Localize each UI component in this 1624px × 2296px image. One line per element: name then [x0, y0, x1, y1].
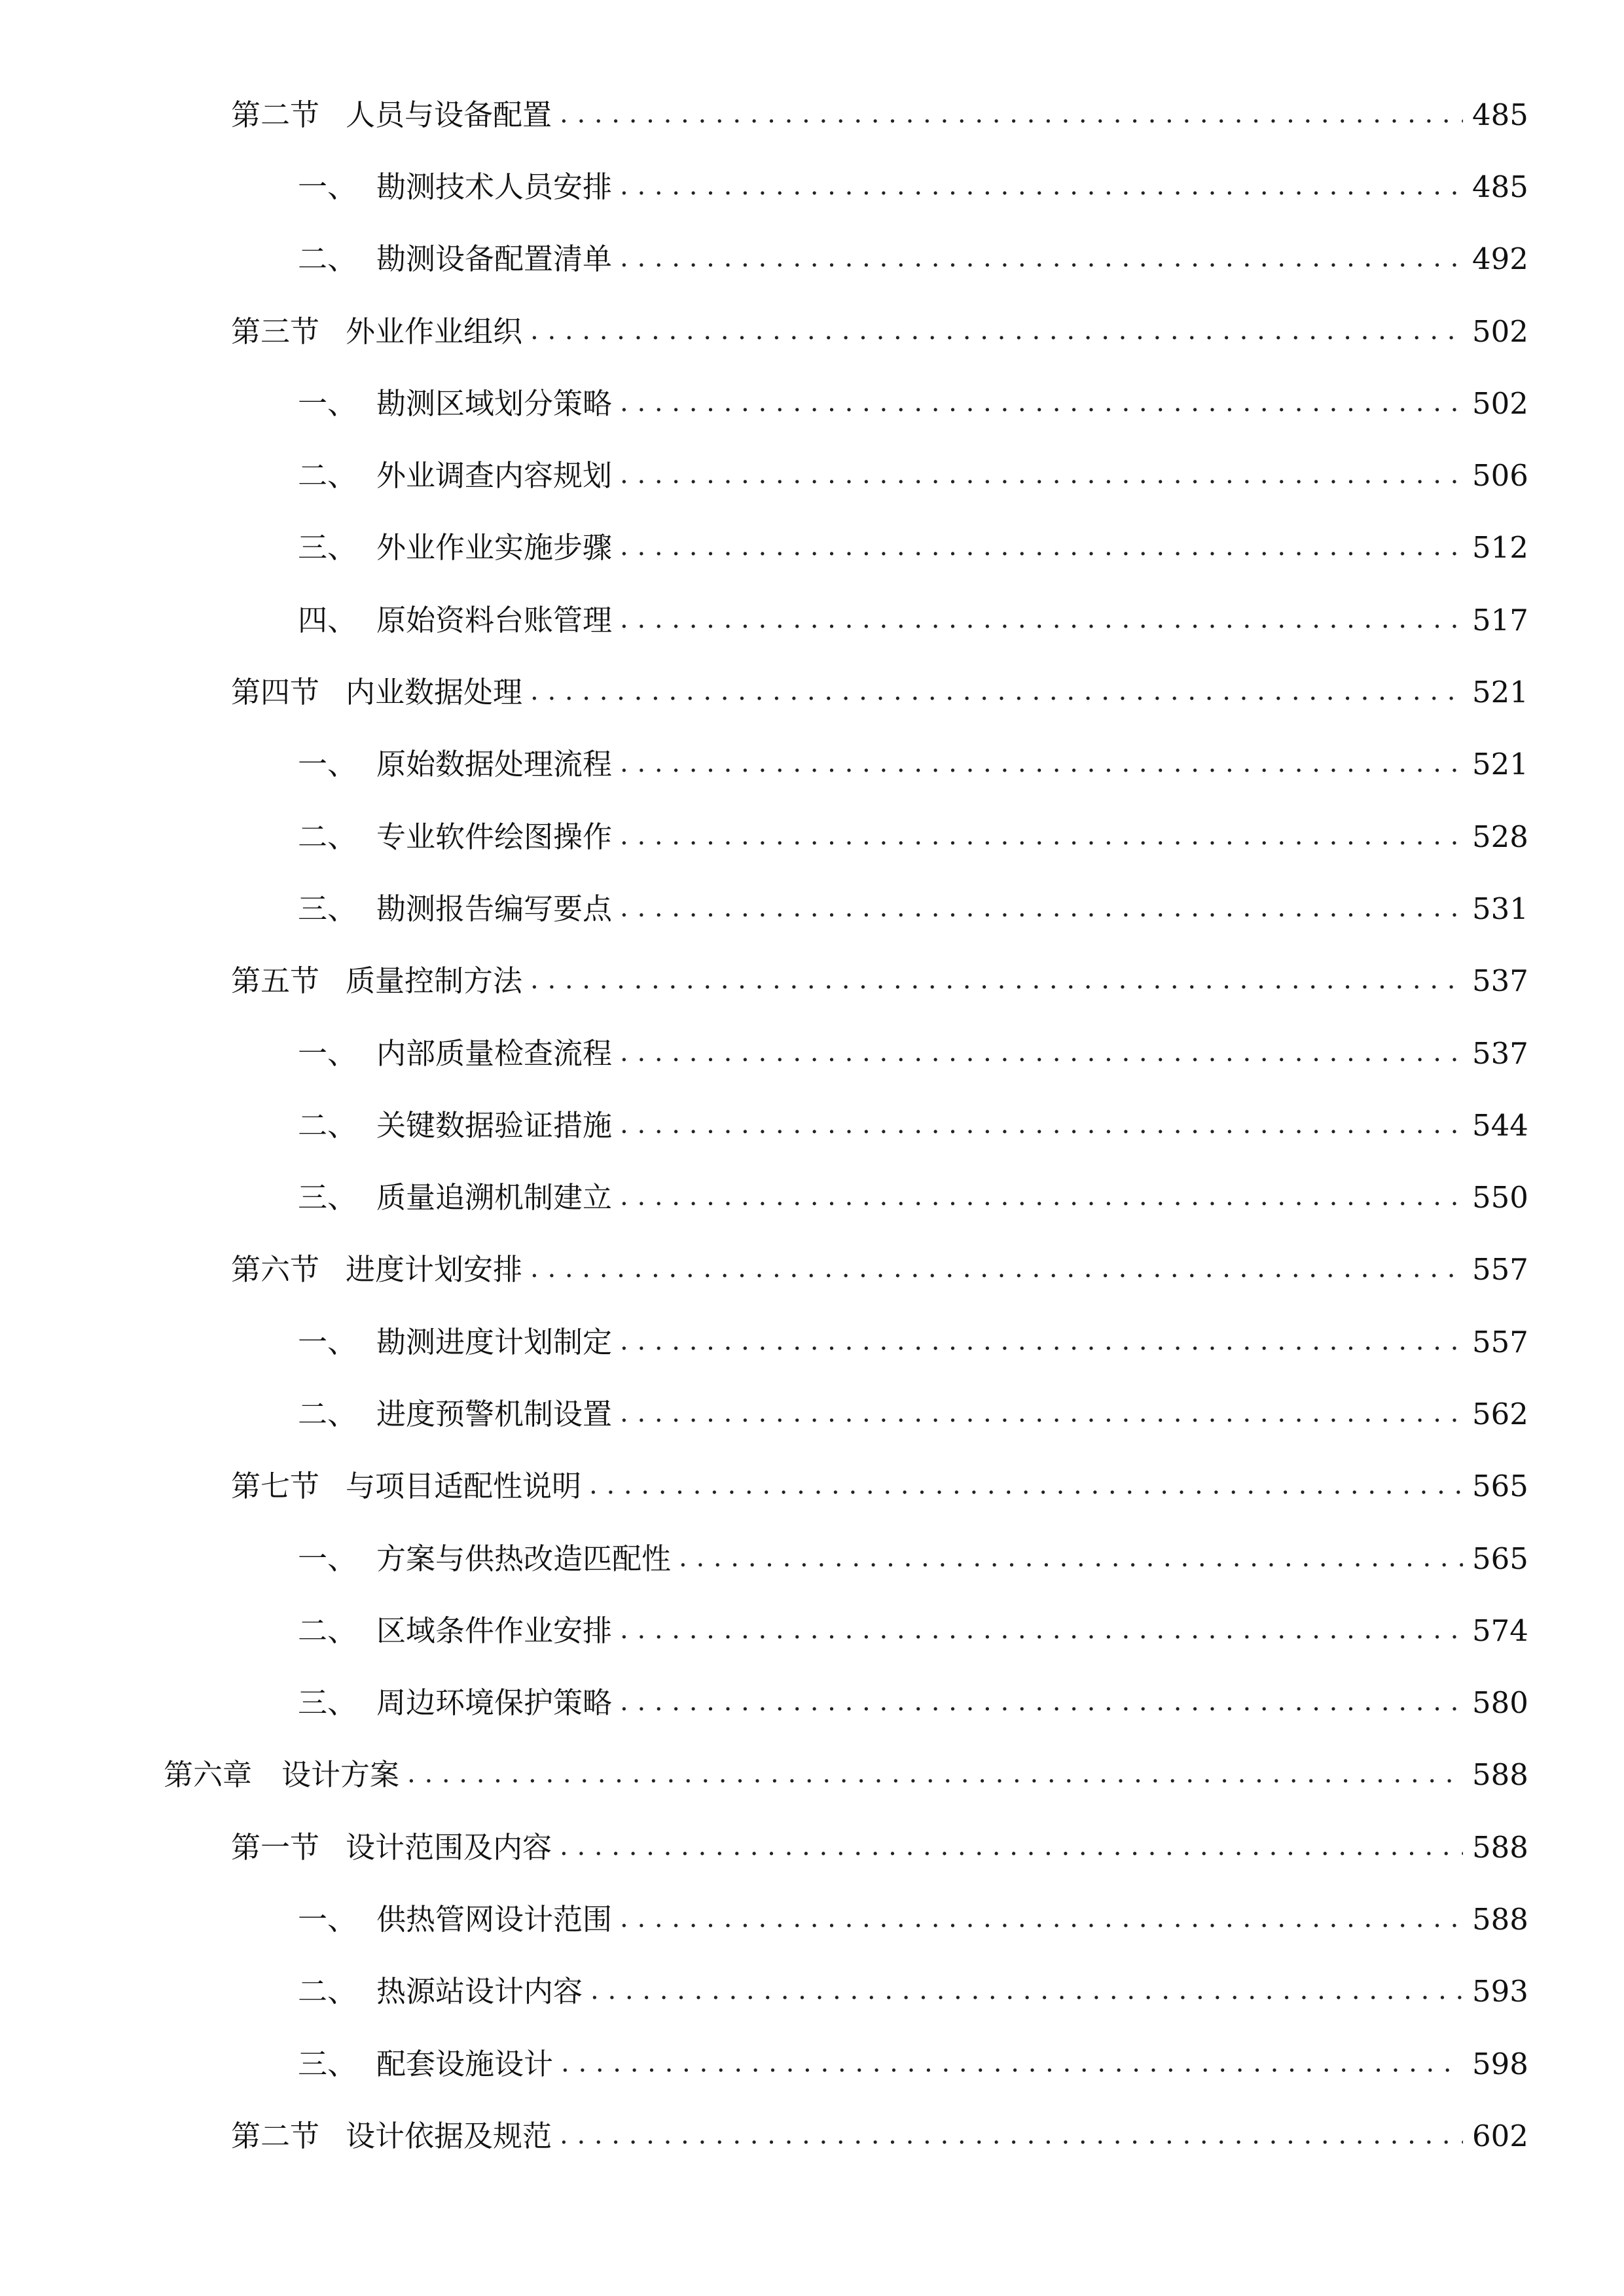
toc-entry-number: 二、 — [298, 1107, 357, 1143]
toc-entry-title: 周边环境保护策略 — [376, 1685, 613, 1721]
toc-entry-number: 三、 — [298, 2046, 357, 2081]
toc-entry-number: 三、 — [298, 530, 357, 565]
toc-dot-leader — [620, 822, 1463, 852]
toc-entry-title: 内部质量检查流程 — [376, 1035, 613, 1071]
toc-entry-item[interactable] — [0, 1378, 1624, 1450]
toc-entry-page-number: 580 — [1472, 1685, 1528, 1721]
toc-dot-leader — [560, 2121, 1463, 2151]
toc-entry-title: 外业作业实施步骤 — [376, 530, 613, 565]
toc-dot-leader — [620, 894, 1463, 924]
toc-entry-title: 原始资料台账管理 — [376, 602, 613, 637]
toc-entry-page-number: 521 — [1472, 747, 1528, 782]
toc-entry-section[interactable] — [0, 1811, 1624, 1883]
toc-entry-number: 二、 — [298, 1613, 357, 1648]
table-of-contents — [0, 79, 1624, 2172]
toc-dot-leader — [589, 1471, 1463, 1501]
toc-dot-leader — [590, 1977, 1463, 2006]
toc-entry-page-number: 502 — [1472, 314, 1528, 349]
toc-entry-number: 第一节 — [231, 1829, 320, 1865]
toc-entry-number: 第七节 — [231, 1469, 320, 1504]
toc-entry-page-number: 531 — [1472, 891, 1528, 926]
toc-entry-section[interactable] — [0, 1234, 1624, 1306]
toc-entry-number: 一、 — [298, 747, 357, 782]
toc-entry-title: 质量控制方法 — [346, 963, 523, 999]
toc-entry-title: 人员与设备配置 — [346, 97, 552, 132]
toc-dot-leader — [620, 749, 1463, 779]
toc-entry-number: 三、 — [298, 1180, 357, 1215]
toc-entry-item[interactable] — [0, 728, 1624, 800]
toc-entry-number: 一、 — [298, 169, 357, 204]
toc-entry-number: 第二节 — [231, 2118, 320, 2153]
toc-entry-number: 二、 — [298, 1974, 357, 2009]
toc-entry-number: 一、 — [298, 1324, 357, 1359]
toc-entry-item[interactable] — [0, 439, 1624, 511]
toc-entry-item[interactable] — [0, 1594, 1624, 1666]
toc-entry-section[interactable] — [0, 2100, 1624, 2172]
toc-entry-page-number: 528 — [1472, 819, 1528, 854]
toc-entry-title: 勘测报告编写要点 — [376, 891, 613, 926]
toc-dot-leader — [620, 1399, 1463, 1429]
toc-entry-title: 进度计划安排 — [346, 1252, 523, 1287]
toc-entry-title: 勘测设备配置清单 — [376, 242, 613, 277]
toc-entry-number: 二、 — [298, 819, 357, 854]
toc-entry-page-number: 502 — [1472, 386, 1528, 421]
toc-entry-number: 三、 — [298, 1685, 357, 1721]
toc-entry-title: 与项目适配性说明 — [346, 1469, 582, 1504]
toc-entry-number: 一、 — [298, 1035, 357, 1071]
toc-entry-item[interactable] — [0, 512, 1624, 584]
toc-entry-page-number: 517 — [1472, 602, 1528, 637]
toc-entry-item[interactable] — [0, 1883, 1624, 1955]
toc-entry-page-number: 485 — [1472, 97, 1528, 132]
toc-entry-item[interactable] — [0, 1089, 1624, 1161]
toc-entry-number: 一、 — [298, 386, 357, 421]
toc-entry-title: 配套设施设计 — [376, 2046, 554, 2081]
toc-entry-page-number: 574 — [1472, 1613, 1528, 1648]
toc-entry-title: 原始数据处理流程 — [376, 747, 613, 782]
toc-entry-page-number: 588 — [1472, 1829, 1528, 1865]
toc-entry-item[interactable] — [0, 2028, 1624, 2100]
toc-entry-number: 二、 — [298, 1396, 357, 1431]
toc-entry-section[interactable] — [0, 1450, 1624, 1522]
toc-entry-title: 质量追溯机制建立 — [376, 1180, 613, 1215]
toc-entry-number: 二、 — [298, 458, 357, 493]
toc-entry-number: 四、 — [298, 602, 357, 637]
toc-entry-item[interactable] — [0, 223, 1624, 295]
toc-entry-number: 一、 — [298, 1902, 357, 1937]
toc-entry-item[interactable] — [0, 1161, 1624, 1233]
toc-dot-leader — [407, 1760, 1463, 1789]
toc-entry-page-number: 492 — [1472, 242, 1528, 277]
toc-entry-page-number: 550 — [1472, 1180, 1528, 1215]
toc-entry-number: 第四节 — [231, 675, 320, 710]
toc-dot-leader — [561, 2049, 1463, 2079]
toc-dot-leader — [620, 533, 1463, 562]
toc-entry-page-number: 602 — [1472, 2118, 1528, 2153]
toc-entry-section[interactable] — [0, 945, 1624, 1017]
toc-dot-leader — [620, 1905, 1463, 1934]
toc-entry-item[interactable] — [0, 800, 1624, 872]
toc-entry-item[interactable] — [0, 1306, 1624, 1378]
toc-dot-leader — [530, 966, 1463, 996]
toc-entry-number: 第三节 — [231, 314, 320, 349]
toc-entry-page-number: 544 — [1472, 1107, 1528, 1143]
toc-dot-leader — [620, 1111, 1463, 1140]
toc-dot-leader — [620, 1183, 1463, 1212]
toc-entry-title: 方案与供热改造匹配性 — [376, 1541, 672, 1576]
toc-entry-title: 设计范围及内容 — [346, 1829, 552, 1865]
toc-entry-number: 第六章 — [164, 1757, 253, 1793]
toc-entry-item[interactable] — [0, 584, 1624, 656]
toc-entry-section[interactable] — [0, 295, 1624, 367]
toc-dot-leader — [620, 1688, 1463, 1717]
toc-entry-title: 勘测技术人员安排 — [376, 169, 613, 204]
toc-dot-leader — [620, 1327, 1463, 1357]
toc-entry-page-number: 537 — [1472, 1035, 1528, 1071]
toc-dot-leader — [620, 244, 1463, 274]
toc-dot-leader — [620, 1039, 1463, 1068]
toc-entry-number: 第五节 — [231, 963, 320, 999]
toc-entry-page-number: 557 — [1472, 1324, 1528, 1359]
toc-entry-title: 勘测进度计划制定 — [376, 1324, 613, 1359]
toc-entry-title: 热源站设计内容 — [376, 1974, 583, 2009]
toc-entry-page-number: 537 — [1472, 963, 1528, 999]
toc-entry-page-number: 565 — [1472, 1469, 1528, 1504]
toc-entry-page-number: 485 — [1472, 169, 1528, 204]
toc-entry-page-number: 598 — [1472, 2046, 1528, 2081]
toc-entry-title: 进度预警机制设置 — [376, 1396, 613, 1431]
toc-entry-item[interactable] — [0, 1667, 1624, 1739]
toc-entry-number: 第二节 — [231, 97, 320, 132]
toc-entry-title: 关键数据验证措施 — [376, 1107, 613, 1143]
toc-entry-title: 设计方案 — [281, 1757, 400, 1793]
toc-dot-leader — [530, 677, 1463, 707]
toc-dot-leader — [620, 461, 1463, 490]
toc-dot-leader — [620, 389, 1463, 418]
toc-entry-number: 一、 — [298, 1541, 357, 1576]
toc-entry-section[interactable] — [0, 79, 1624, 151]
toc-entry-title: 外业作业组织 — [346, 314, 523, 349]
toc-entry-page-number: 512 — [1472, 530, 1528, 565]
toc-dot-leader — [679, 1544, 1463, 1573]
toc-entry-page-number: 521 — [1472, 675, 1528, 710]
toc-entry-chapter[interactable] — [0, 1739, 1624, 1811]
toc-entry-title: 内业数据处理 — [346, 675, 523, 710]
toc-dot-leader — [560, 1833, 1463, 1862]
toc-entry-page-number: 593 — [1472, 1974, 1528, 2009]
toc-entry-title: 专业软件绘图操作 — [376, 819, 613, 854]
toc-entry-item[interactable] — [0, 1522, 1624, 1594]
toc-dot-leader — [530, 317, 1463, 346]
toc-dot-leader — [560, 100, 1463, 130]
toc-entry-title: 区域条件作业安排 — [376, 1613, 613, 1648]
toc-entry-item[interactable] — [0, 1017, 1624, 1089]
toc-entry-page-number: 565 — [1472, 1541, 1528, 1576]
toc-entry-page-number: 588 — [1472, 1757, 1528, 1793]
toc-entry-title: 设计依据及规范 — [346, 2118, 552, 2153]
toc-entry-page-number: 562 — [1472, 1396, 1528, 1431]
toc-entry-title: 供热管网设计范围 — [376, 1902, 613, 1937]
toc-entry-number: 二、 — [298, 242, 357, 277]
toc-entry-section[interactable] — [0, 656, 1624, 728]
toc-entry-number: 第六节 — [231, 1252, 320, 1287]
toc-dot-leader — [530, 1255, 1463, 1284]
toc-entry-page-number: 506 — [1472, 458, 1528, 493]
toc-entry-item[interactable] — [0, 1956, 1624, 2028]
toc-entry-number: 三、 — [298, 891, 357, 926]
toc-entry-page-number: 588 — [1472, 1902, 1528, 1937]
toc-entry-item[interactable] — [0, 367, 1624, 439]
toc-entry-title: 外业调查内容规划 — [376, 458, 613, 493]
toc-entry-item[interactable] — [0, 872, 1624, 944]
toc-entry-item[interactable] — [0, 151, 1624, 223]
toc-dot-leader — [620, 1616, 1463, 1645]
toc-dot-leader — [620, 172, 1463, 202]
toc-entry-page-number: 557 — [1472, 1252, 1528, 1287]
toc-dot-leader — [620, 605, 1463, 635]
toc-entry-title: 勘测区域划分策略 — [376, 386, 613, 421]
